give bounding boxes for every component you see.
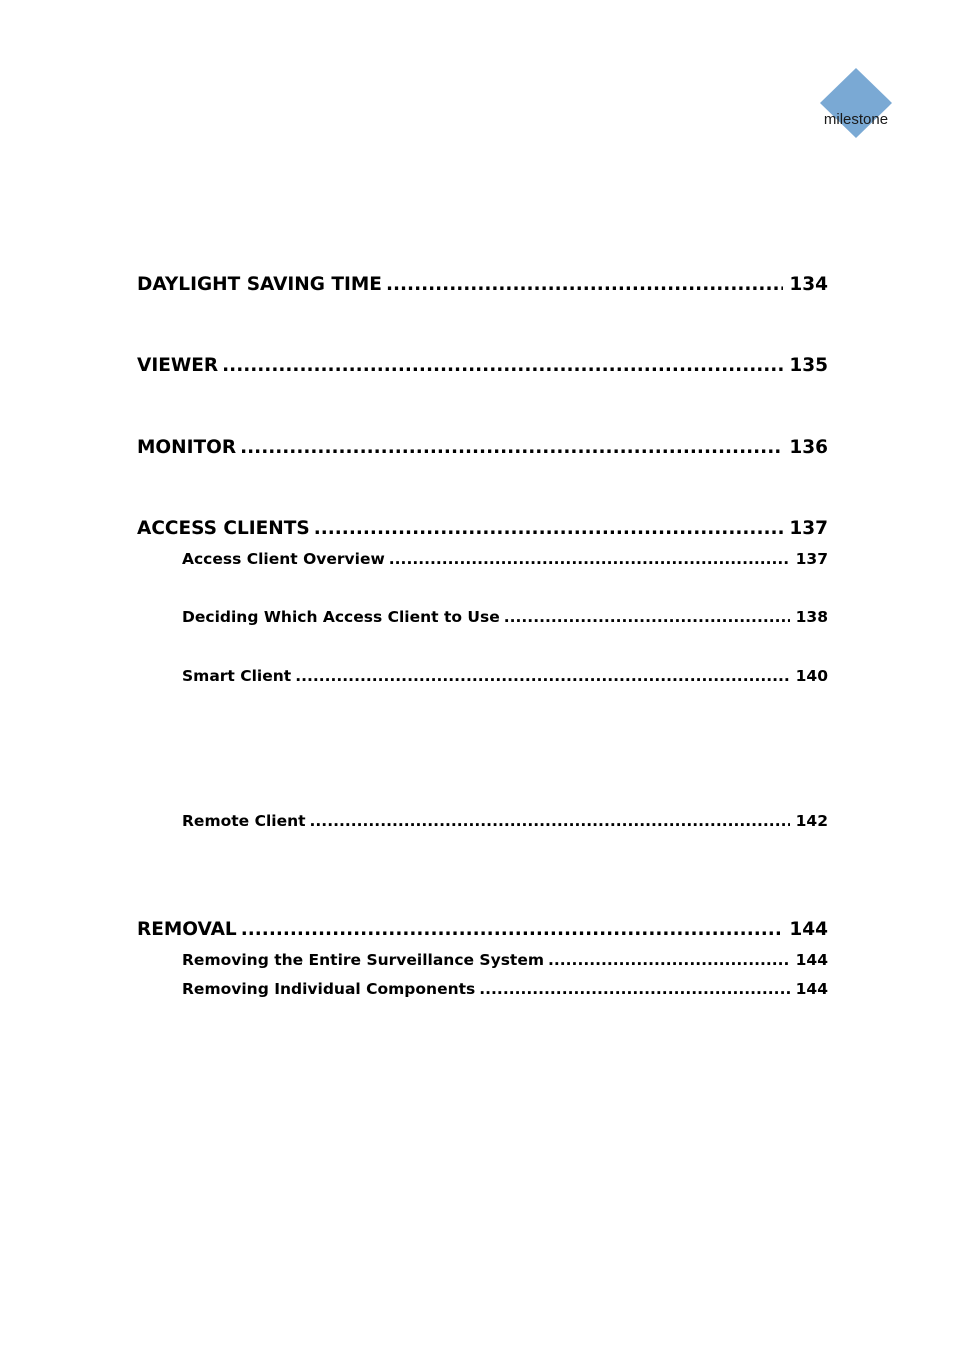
toc-entry-label: Removing the Entire Surveillance System <box>182 951 544 969</box>
toc-entry-label: ACCESS CLIENTS <box>137 518 310 539</box>
toc-entry-label: MONITOR <box>137 437 237 458</box>
toc-entry-deciding-which-access-client[interactable] <box>182 608 828 630</box>
toc-entry-viewer[interactable] <box>137 355 828 381</box>
milestone-logo <box>815 66 897 142</box>
toc-entry-label: DAYLIGHT SAVING TIME <box>137 274 382 295</box>
toc-page-number: 137 <box>795 550 828 568</box>
toc-page-number: 144 <box>795 980 828 998</box>
toc-page-number: 144 <box>789 919 828 940</box>
toc-entry-smart-client[interactable] <box>182 667 828 689</box>
toc-dot-leader <box>548 951 790 969</box>
toc-entry-label: Removing Individual Components <box>182 980 476 998</box>
toc-entry-label: Deciding Which Access Client to Use <box>182 608 500 626</box>
toc-dot-leader <box>241 919 784 940</box>
toc-dot-leader <box>504 608 790 626</box>
toc-page-number: 136 <box>789 437 828 458</box>
toc-page-number: 140 <box>795 667 828 685</box>
toc-page-number: 134 <box>789 274 828 295</box>
toc-dot-leader <box>314 518 784 539</box>
toc-page-number: 135 <box>789 355 828 376</box>
toc-page-number: 138 <box>795 608 828 626</box>
toc-entry-label: VIEWER <box>137 355 219 376</box>
toc-entry-access-client-overview[interactable] <box>182 550 828 572</box>
toc-dot-leader <box>389 550 790 568</box>
toc-dot-leader <box>310 812 790 830</box>
toc-page-number: 137 <box>789 518 828 539</box>
toc-page-number: 144 <box>795 951 828 969</box>
toc-entry-removing-entire-system[interactable] <box>182 951 828 973</box>
toc-dot-leader <box>479 980 789 998</box>
toc-dot-leader <box>222 355 783 376</box>
toc-entry-monitor[interactable] <box>137 437 828 463</box>
toc-entry-label: Access Client Overview <box>182 550 385 568</box>
toc-entry-label: Smart Client <box>182 667 292 685</box>
toc-dot-leader <box>240 437 783 458</box>
toc-entry-remote-client[interactable] <box>182 812 828 834</box>
toc-entry-removal[interactable] <box>137 919 828 945</box>
toc-entry-daylight-saving-time[interactable] <box>137 274 828 300</box>
logo-text: milestone <box>823 111 889 128</box>
toc-page-number: 142 <box>795 812 828 830</box>
toc-entry-label: Remote Client <box>182 812 306 830</box>
toc-entry-label: REMOVAL <box>137 919 237 940</box>
toc-entry-removing-individual-components[interactable] <box>182 980 828 1002</box>
toc-entry-access-clients[interactable] <box>137 518 828 544</box>
toc-dot-leader <box>386 274 783 295</box>
toc-dot-leader <box>295 667 789 685</box>
